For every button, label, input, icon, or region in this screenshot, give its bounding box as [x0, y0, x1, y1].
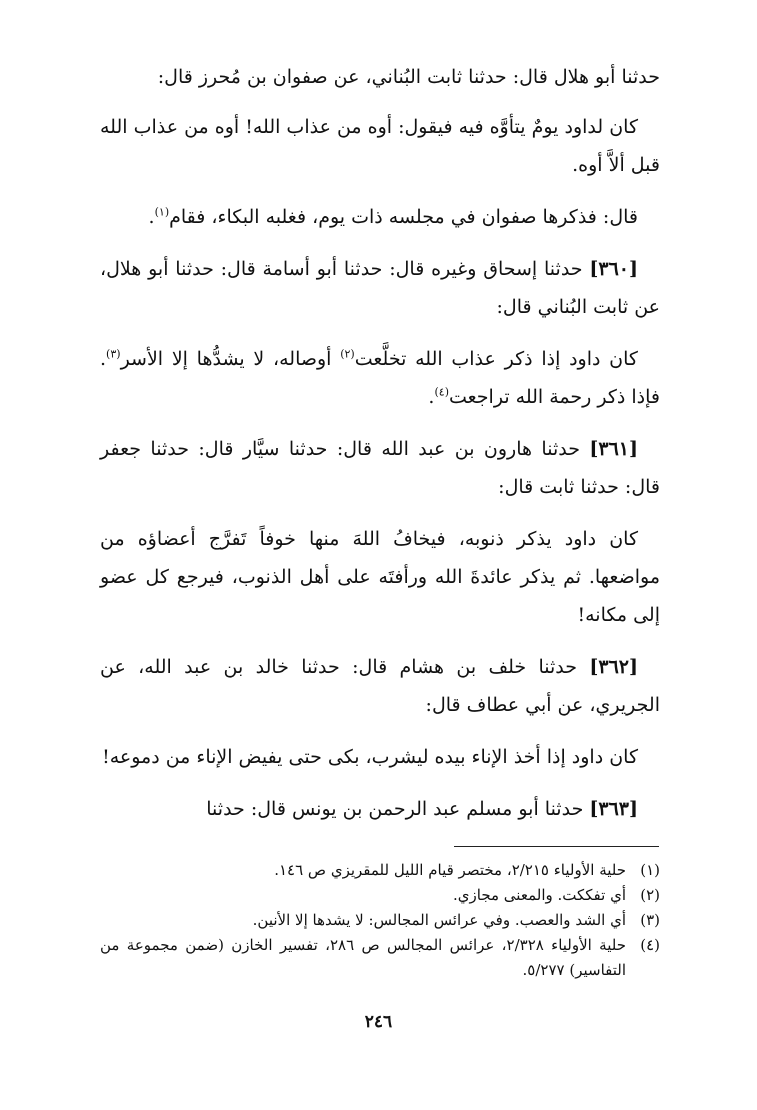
paragraph-5-text-a: كان داود إذا ذكر عذاب الله تخلَّعت [354, 348, 638, 370]
page-body [100, 58, 660, 842]
paragraph-361 [100, 430, 660, 506]
footnote-1 [100, 858, 660, 883]
footnote-3-number: (٣) [640, 911, 660, 929]
hadith-number-363: [٣٦٣] [589, 798, 638, 820]
paragraph-7-text: كان داود يذكر ذنوبه، فيخافُ اللهَ منها خوفاً تَفرَّج أعضاؤه من مواضعها. ثم يذكر عائدةَ الله ورأفتَه على أهل الذنوب، فيرجع كل عضو إلى مكانه! [100, 528, 660, 626]
footnote-divider [454, 846, 659, 847]
paragraph-361-text: حدثنا هارون بن عبد الله قال: حدثنا سيَّار قال: حدثنا جعفر قال: حدثنا ثابت قال: [100, 438, 660, 498]
footnote-2-number: (٢) [640, 886, 660, 904]
paragraph-5 [100, 340, 660, 416]
paragraph-3-end: . [148, 206, 155, 228]
footnote-1-number: (١) [640, 861, 660, 879]
paragraph-2 [100, 108, 660, 184]
footnote-ref-3[interactable]: (٣) [106, 347, 121, 361]
footnote-3-text: أي الشد والعصب. وفي عرائس المجالس: لا يشدها إلا الأنين. [252, 911, 626, 929]
paragraph-1 [100, 58, 660, 96]
footnote-4-number: (٤) [640, 936, 660, 954]
paragraph-3-text: قال: فذكرها صفوان في مجلسه ذات يوم، فغلبه البكاء، فقام [169, 206, 638, 228]
footnote-3 [100, 908, 660, 933]
footnote-ref-4[interactable]: (٤) [434, 385, 449, 399]
paragraph-5-text-b: أوصاله، لا يشدُّها إلا الأسر [120, 348, 332, 370]
paragraph-5-text-c: . فإذا ذكر رحمة الله تراجعت [100, 348, 660, 408]
paragraph-9-text: كان داود إذا أخذ الإناء بيده ليشرب، بكى حتى يفيض الإناء من دموعه! [102, 746, 638, 768]
paragraph-360-text: حدثنا إسحاق وغيره قال: حدثنا أبو أسامة قال: حدثنا أبو هلال، عن ثابت البُناني قال: [100, 258, 660, 318]
hadith-number-361: [٣٦١] [589, 438, 638, 460]
paragraph-360 [100, 250, 660, 326]
paragraph-362 [100, 648, 660, 724]
paragraph-2-text: كان لداود يومٌ يتأوَّه فيه فيقول: أوه من عذاب الله! أوه من عذاب الله قبل ألاَّ أوه. [99, 116, 660, 176]
paragraph-362-text: حدثنا خلف بن هشام قال: حدثنا خالد بن عبد الله، عن الجريري، عن أبي عطاف قال: [100, 656, 660, 716]
hadith-number-362: [٣٦٢] [589, 656, 638, 678]
footnotes [100, 858, 660, 983]
footnote-2-text: أي تفككت. والمعنى مجازي. [453, 886, 626, 904]
footnote-2 [100, 883, 660, 908]
footnote-ref-1[interactable]: (١) [154, 205, 170, 219]
footnote-1-text: حلية الأولياء ٢/٢١٥، مختصر قيام الليل للمقريزي ص ١٤٦. [274, 861, 626, 879]
paragraph-5-end: . [428, 386, 435, 408]
paragraph-1-text: حدثنا أبو هلال قال: حدثنا ثابت البُناني، عن صفوان بن مُحرز قال: [157, 66, 660, 88]
paragraph-7 [100, 520, 660, 634]
paragraph-363-text: حدثنا أبو مسلم عبد الرحمن بن يونس قال: حدثنا [206, 798, 584, 820]
footnote-4-text: حلية الأولياء ٢/٣٢٨، عرائس المجالس ص ٢٨٦، تفسير الخازن (ضمن مجموعة من التفاسير) ٥/٢٧٧. [100, 936, 626, 979]
hadith-number-360: [٣٦٠] [589, 258, 638, 280]
page-number: ٢٤٦ [364, 1012, 393, 1032]
paragraph-9 [100, 738, 660, 776]
paragraph-363 [100, 790, 660, 828]
paragraph-3 [100, 198, 660, 236]
footnote-4 [100, 933, 660, 983]
footnote-ref-2[interactable]: (٢) [340, 347, 355, 361]
